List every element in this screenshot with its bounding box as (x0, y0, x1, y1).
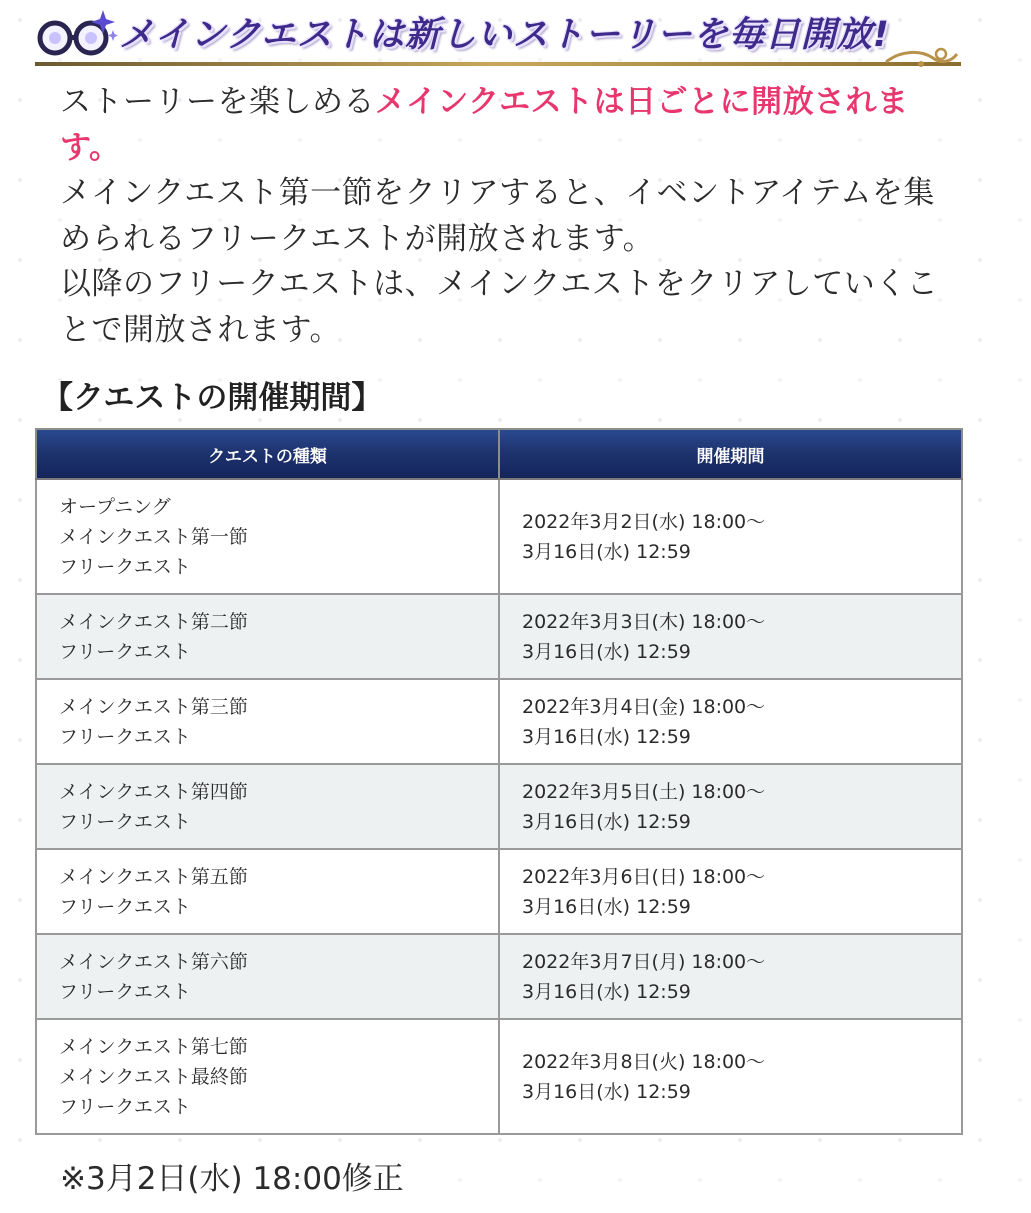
quest-name: フリークエスト (59, 980, 191, 1003)
flourish-ornament-icon (881, 44, 961, 70)
quest-type-cell (36, 479, 499, 594)
intro-paragraph-3: 以降のフリークエストは、メインクエストをクリアしていくことで開放されます。 (60, 266, 939, 348)
quest-type-cell (36, 679, 499, 764)
period-start: 2022年3月5日(土) 18:00〜 (522, 780, 766, 803)
quest-type-cell (36, 594, 499, 679)
banner-divider (35, 62, 961, 66)
quest-name: メインクエスト最終節 (59, 1065, 248, 1088)
header-quest-type: クエストの種類 (36, 429, 499, 479)
period-start: 2022年3月2日(水) 18:00〜 (522, 510, 766, 533)
quest-type-cell (36, 849, 499, 934)
period-cell (499, 679, 962, 764)
period-cell (499, 849, 962, 934)
magic-glasses-icon (35, 8, 119, 60)
quest-name: メインクエスト第三節 (59, 695, 248, 718)
intro-text (60, 80, 955, 353)
quest-name: メインクエスト第一節 (59, 525, 248, 548)
table-header-row (36, 429, 962, 479)
quest-name: フリークエスト (59, 895, 191, 918)
quest-name: オープニング (59, 495, 171, 518)
quest-type-cell (36, 934, 499, 1019)
period-end: 3月16日(水) 12:59 (522, 1080, 691, 1103)
period-cell (499, 934, 962, 1019)
section-heading: 【クエストの開催期間】 (42, 380, 383, 416)
period-start: 2022年3月4日(金) 18:00〜 (522, 695, 766, 718)
period-end: 3月16日(水) 12:59 (522, 640, 691, 663)
period-end: 3月16日(水) 12:59 (522, 725, 691, 748)
period-end: 3月16日(水) 12:59 (522, 540, 691, 563)
quest-name: フリークエスト (59, 555, 191, 578)
quest-name: メインクエスト第七節 (59, 1035, 248, 1058)
quest-type-cell (36, 764, 499, 849)
period-cell (499, 764, 962, 849)
quest-name: メインクエスト第五節 (59, 865, 248, 888)
period-start: 2022年3月7日(月) 18:00〜 (522, 950, 766, 973)
quest-name: フリークエスト (59, 725, 191, 748)
header-period: 開催期間 (499, 429, 962, 479)
correction-footnote: ※3月2日(水) 18:00修正 (60, 1161, 404, 1197)
period-start: 2022年3月3日(木) 18:00〜 (522, 610, 766, 633)
table-row (36, 934, 962, 1019)
quest-name: メインクエスト第二節 (59, 610, 248, 633)
period-end: 3月16日(水) 12:59 (522, 980, 691, 1003)
period-cell (499, 1019, 962, 1134)
quest-type-cell (36, 1019, 499, 1134)
quest-name: メインクエスト第四節 (59, 780, 248, 803)
table-row (36, 849, 962, 934)
quest-name: フリークエスト (59, 1095, 191, 1118)
quest-name: メインクエスト第六節 (59, 950, 248, 973)
period-end: 3月16日(水) 12:59 (522, 895, 691, 918)
quest-name: フリークエスト (59, 810, 191, 833)
period-start: 2022年3月6日(日) 18:00〜 (522, 865, 766, 888)
intro-paragraph-2: メインクエスト第一節をクリアすると、イベントアイテムを集められるフリークエストが開放されます。 (60, 175, 935, 257)
table-row (36, 1019, 962, 1134)
section-banner (35, 6, 961, 64)
intro-paragraph-1 (60, 80, 955, 171)
table-row (36, 479, 962, 594)
period-cell (499, 594, 962, 679)
intro-plain-text: ストーリーを楽しめる (60, 84, 375, 120)
quest-name: フリークエスト (59, 640, 191, 663)
table-row (36, 764, 962, 849)
banner-title: メインクエストは新しいストーリーを毎日開放! (119, 15, 890, 55)
intro-highlight-text: メインクエストは日ごとに開放されます。 (60, 84, 909, 166)
table-row (36, 594, 962, 679)
table-row (36, 679, 962, 764)
quest-schedule-table (35, 428, 963, 1135)
period-start: 2022年3月8日(火) 18:00〜 (522, 1050, 766, 1073)
period-cell (499, 479, 962, 594)
period-end: 3月16日(水) 12:59 (522, 810, 691, 833)
